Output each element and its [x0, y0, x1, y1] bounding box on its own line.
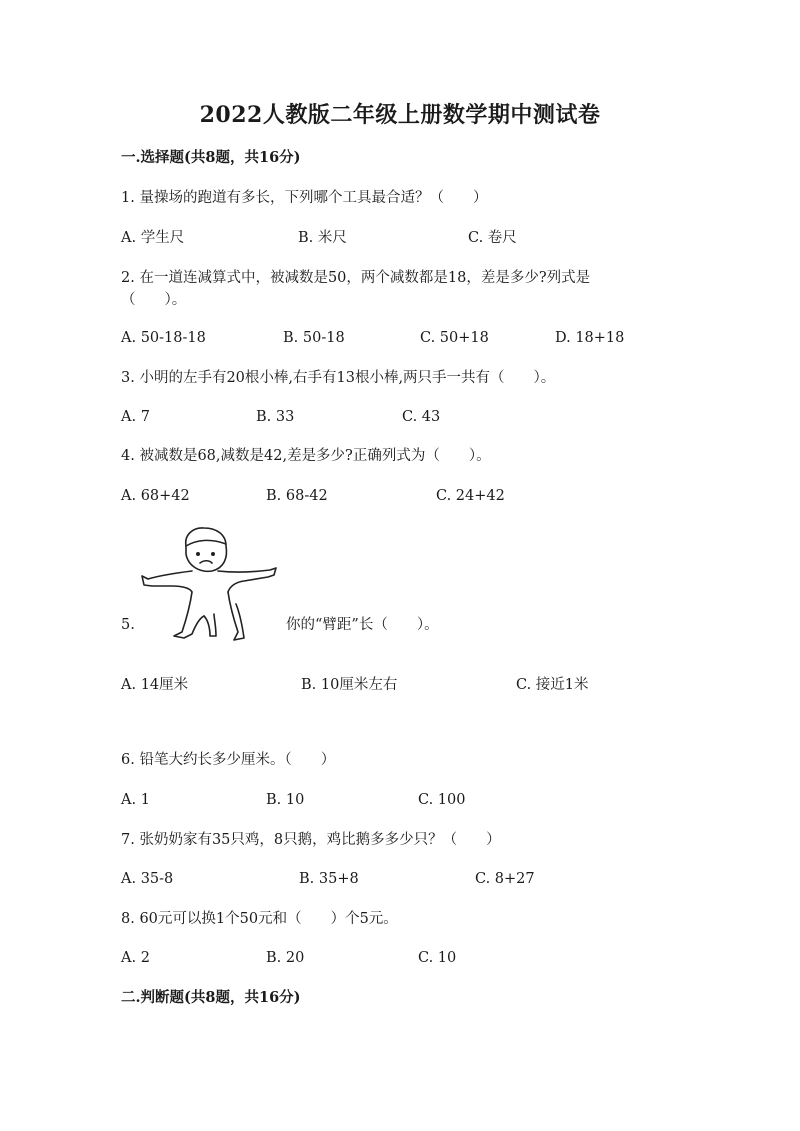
question-7: 7. 张奶奶家有35只鸡，8只鹅，鸡比鹅多多少只？（ ） — [121, 832, 501, 848]
q6-option-c: C. 100 — [418, 792, 466, 808]
question-6: 6. 铅笔大约长多少厘米。（ ） — [121, 752, 336, 768]
q3-option-c: C. 43 — [402, 409, 441, 425]
q8-option-c: C. 10 — [418, 950, 457, 966]
q3-option-a: A. 7 — [121, 409, 150, 425]
q8-option-a: A. 2 — [121, 950, 150, 966]
arm-span-figure — [140, 524, 280, 646]
section-heading-judgment: 二.判断题(共8题，共16分) — [121, 989, 301, 1006]
question-4: 4. 被减数是68,减数是42,差是多少?正确列式为（ ）。 — [121, 448, 491, 464]
q4-option-c: C. 24+42 — [436, 488, 505, 504]
q2-option-b: B. 50-18 — [283, 330, 345, 346]
q2-option-a: A. 50-18-18 — [121, 330, 206, 346]
section-heading-choice: 一.选择题(共8题，共16分) — [121, 149, 301, 166]
page-title: 2022人教版二年级上册数学期中测试卷 — [199, 102, 601, 128]
question-1: 1. 量操场的跑道有多长，下列哪个工具最合适？（ ） — [121, 190, 488, 206]
question-8: 8. 60元可以换1个50元和（ ）个5元。 — [121, 911, 398, 927]
question-3: 3. 小明的左手有20根小棒,右手有13根小棒,两只手一共有（ ）。 — [121, 370, 556, 386]
q7-option-c: C. 8+27 — [475, 871, 535, 887]
q3-option-b: B. 33 — [256, 409, 295, 425]
q8-option-b: B. 20 — [266, 950, 305, 966]
q6-option-a: A. 1 — [121, 792, 150, 808]
q2-option-c: C. 50+18 — [420, 330, 489, 346]
question-2: 2. 在一道连减算式中，被减数是50，两个减数都是18，差是多少?列式是 — [121, 270, 591, 286]
q4-option-b: B. 68-42 — [266, 488, 328, 504]
q1-option-b: B. 米尺 — [298, 230, 347, 246]
q5-option-a: A. 14厘米 — [121, 677, 189, 693]
q4-option-a: A. 68+42 — [121, 488, 190, 504]
q5-option-b: B. 10厘米左右 — [301, 677, 398, 693]
q1-option-a: A. 学生尺 — [121, 230, 185, 246]
q1-option-c: C. 卷尺 — [468, 230, 517, 246]
question-2-cont: （ ）。 — [121, 292, 187, 308]
q5-option-c: C. 接近1米 — [516, 677, 589, 693]
q6-option-b: B. 10 — [266, 792, 305, 808]
question-5-number: 5. — [121, 617, 135, 633]
q7-option-b: B. 35+8 — [299, 871, 359, 887]
question-5: 你的“臂距”长（ ）。 — [286, 617, 439, 633]
q2-option-d: D. 18+18 — [555, 330, 625, 346]
q7-option-a: A. 35-8 — [121, 871, 174, 887]
